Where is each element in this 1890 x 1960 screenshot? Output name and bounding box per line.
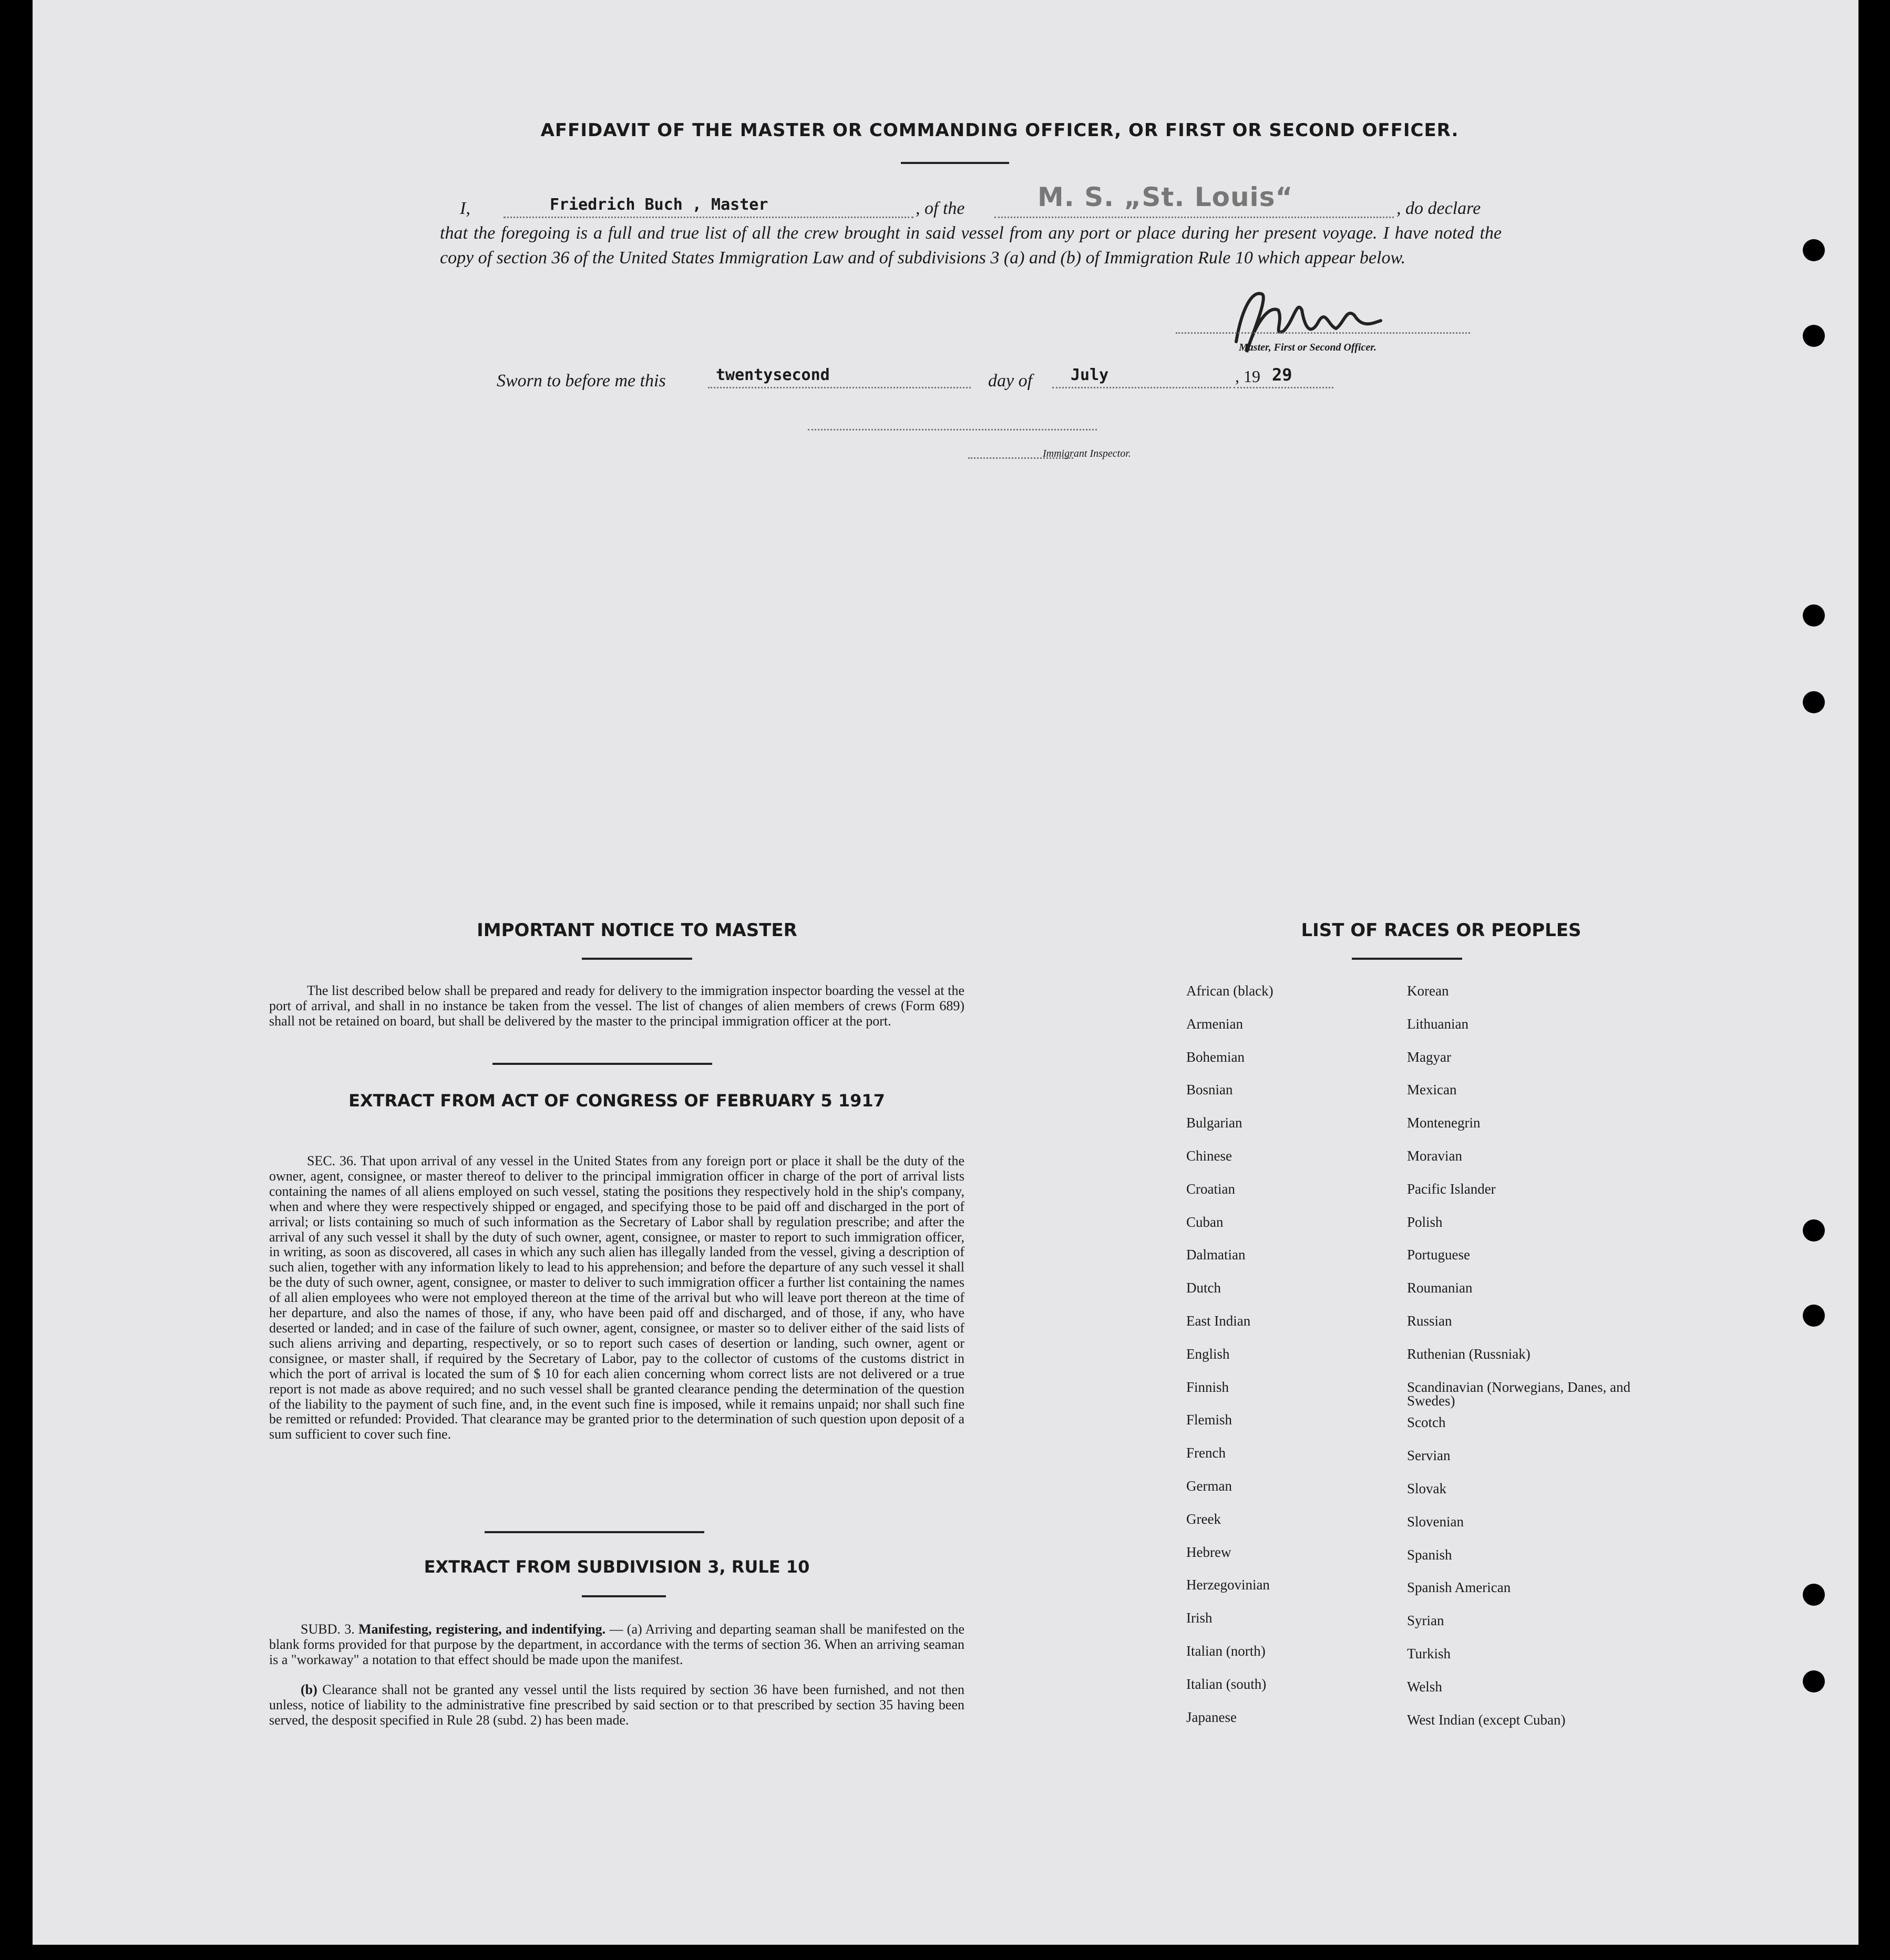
notice-title: IMPORTANT NOTICE TO MASTER [477,920,797,941]
race-item: Ruthenian (Russniak) [1407,1346,1531,1362]
subdivision-para-a [269,1622,964,1667]
affidavit-title: AFFIDAVIT OF THE MASTER OR COMMANDING OFFICER, OR FIRST OR SECOND OFFICER. [540,120,1459,141]
sworn-month[interactable]: July [1071,366,1109,384]
race-item: Polish [1407,1214,1443,1230]
declarant-line [504,217,913,218]
race-item: Spanish [1407,1546,1452,1563]
notice-text: The list described below shall be prepared and ready for delivery to the immigration inspector boarding the vessel at the port of arrival, and shall in no instance be taken from the vessel. The list of changes of alien members of crews (Form 689) shall not be retained on board, but shall be delivered by the master to the principal immigration officer at the port. [269,983,964,1029]
subd-lead: SUBD. 3. [301,1622,355,1637]
act-end-divider [485,1531,704,1533]
race-item: French [1186,1445,1226,1461]
subd-b-label: (b) [301,1682,317,1697]
binder-hole [1803,1670,1825,1692]
race-item: West Indian (except Cuban) [1407,1711,1566,1728]
year-suffix[interactable]: 29 [1272,365,1292,385]
signature-line [1176,332,1470,334]
race-item: Bulgarian [1186,1115,1242,1131]
race-item: Scandinavian (Norwegians, Danes, and Swedes) [1407,1379,1631,1409]
subd-heading: Manifesting, registering, and indentifying. [358,1622,606,1637]
notice-divider [582,958,692,960]
act-title: EXTRACT FROM ACT OF CONGRESS OF FEBRUARY 5 1917 [348,1091,885,1111]
race-item: Slovak [1407,1481,1447,1496]
year-prefix: , 19 [1235,367,1260,386]
race-item: Greek [1186,1511,1221,1527]
sworn-month-line [1052,387,1231,388]
race-item: Korean [1407,983,1449,999]
race-item: English [1186,1346,1230,1362]
of-the-label: , of the [916,199,965,218]
race-item: Chinese [1186,1148,1232,1164]
sworn-label: Sworn to before me this [497,371,666,391]
vessel-line [994,217,1394,218]
form-page [33,0,1858,1945]
race-item: Flemish [1186,1412,1232,1428]
vessel-name[interactable]: M. S. „St. Louis“ [1038,182,1293,212]
race-item: Lithuanian [1407,1015,1468,1032]
race-item: Italian (south) [1186,1676,1267,1692]
race-item: Magyar [1407,1049,1451,1065]
binder-hole [1803,691,1825,713]
do-declare-label: , do declare [1396,199,1481,218]
day-of-label: day of [988,371,1033,391]
race-item: Bohemian [1186,1049,1245,1065]
race-item: Slovenian [1407,1513,1464,1530]
race-item: Herzegovinian [1186,1577,1270,1593]
race-item: Irish [1186,1610,1213,1626]
i-label: I, [460,199,470,218]
race-item: Welsh [1407,1678,1442,1695]
year-line [1234,387,1333,388]
race-item: Dalmatian [1186,1247,1246,1263]
binder-hole [1803,239,1825,261]
subd-para-a-text: — (a) Arriving and departing seaman shall be manifested on the blank forms provided for that purpose by the department, in accordance with the terms of section 36. When an arriving seaman is a "workaway" a notation to that effect should be made upon the manifest. [269,1622,965,1667]
race-item: Pacific Islander [1407,1181,1496,1197]
race-item: Mexican [1407,1082,1457,1098]
sworn-day[interactable]: twentysecond [716,366,830,384]
affidavit-body: that the foregoing is a full and true list of all the crew brought in said vessel from any port or place during her present voyage. I have noted the copy of section 36 of the United States Immigration Law and of subdivisions 3 (a) and (b) of Immigration Rule 10 which appear below. [440,223,1502,268]
subd-para-b-text: Clearance shall not be granted any vessel until the lists required by section 36 have been furnished, and not then unless, notice of liability to the administrative fine prescribed by said section or to that prescribed by section 35 having been served, the desposit specified in Rule 28 (subd. 2) has been made. [269,1682,965,1728]
race-item: East Indian [1186,1313,1251,1329]
race-item: Spanish American [1407,1579,1511,1596]
race-item: Armenian [1186,1015,1243,1032]
race-item: Scotch [1407,1414,1446,1431]
race-item: Russian [1407,1313,1452,1329]
subdivision-title: EXTRACT FROM SUBDIVISION 3, RULE 10 [424,1557,810,1577]
race-item: Turkish [1407,1646,1451,1661]
binder-hole [1803,1584,1825,1606]
races-title: LIST OF RACES OR PEOPLES [1301,920,1581,941]
race-item: German [1186,1478,1232,1494]
race-item: Montenegrin [1407,1115,1481,1131]
races-divider [1352,958,1462,960]
binder-hole [1803,1305,1825,1327]
race-item: Servian [1407,1448,1451,1464]
race-item: Finnish [1186,1379,1229,1395]
act-text: SEC. 36. That upon arrival of any vessel in the United States from any foreign port or place it shall be the duty of the owner, agent, consignee, or master thereof to deliver to the principal immigration officer in charge of the port of arrival lists containing the names of all aliens employed on such vessel, stating the positions they respectively hold in the ship's company, when and where they were respectively shipped or engaged, and specifying those to be paid off and discharged in the port of arrival; or lists containing so much of such information as the Secretary of Labor shall by regulation prescribe; and after the arrival of any such vessel it shall by the duty of such owner, agent, consignee, or master to report to such immigration officer, in writing, as soon as discovered, all cases in which any such alien has illegally landed from the vessel, giving a description of such alien, together with any information likely to lead to his apprehension; and before the departure of any such vessel it shall be the duty of such owner, agent, consignee, or master to deliver to such immigration officer a further list containing the names of all alien employees who were not employed thereon at the time of the arrival but who will leave port thereon at the time of her departure, and also the names of those, if any, who have been paid off and discharged, and of those, if any, who have deserted or landed; and in case of the failure of such owner, agent, consignee, or master so to deliver either of the said lists of such aliens arriving and departing, respectively, or so to report such cases of desertion or landing, such owner, agent or consignee, or master shall, if required by the Secretary of Labor, pay to the collector of customs of the customs district in which the port of arrival is located the sum of $ 10 for each alien concerning whom correct lists are not delivered or a true report is not made as above required; and no such vessel shall be granted clearance pending the determination of the question of the liability to the payment of such fine, and, in the event such fine is imposed, while it remains unpaid; nor shall such fine be remitted or refunded: Provided. That clearance may be granted prior to the determination of such question upon deposit of a sum sufficient to cover such fine. [269,1153,964,1442]
declarant-name[interactable]: Friedrich Buch , Master [550,196,768,214]
subdivision-divider [582,1595,666,1597]
race-item: African (black) [1186,983,1273,999]
race-item: Cuban [1186,1214,1224,1230]
inspector-caption: Immigrant Inspector. [1043,448,1131,459]
race-item: Roumanian [1407,1280,1473,1296]
race-item: Japanese [1186,1709,1237,1725]
race-item: Croatian [1186,1181,1235,1197]
binder-hole [1803,1219,1825,1241]
race-item: Portuguese [1407,1247,1470,1263]
title-divider [901,162,1009,164]
binder-hole [1803,604,1825,627]
race-item: Hebrew [1186,1544,1231,1560]
race-item: Syrian [1407,1613,1444,1629]
subdivision-para-b [269,1682,964,1728]
race-item: Dutch [1186,1280,1221,1296]
race-item: Bosnian [1186,1082,1233,1098]
notice-end-divider [492,1063,712,1065]
race-item: Moravian [1407,1148,1462,1164]
binder-hole [1803,325,1825,347]
sworn-day-line [708,387,971,388]
inspector-signature-line [808,429,1097,430]
race-item: Italian (north) [1186,1643,1266,1659]
signature-caption: Master, First or Second Officer. [1239,342,1377,353]
master-signature [1205,279,1467,368]
